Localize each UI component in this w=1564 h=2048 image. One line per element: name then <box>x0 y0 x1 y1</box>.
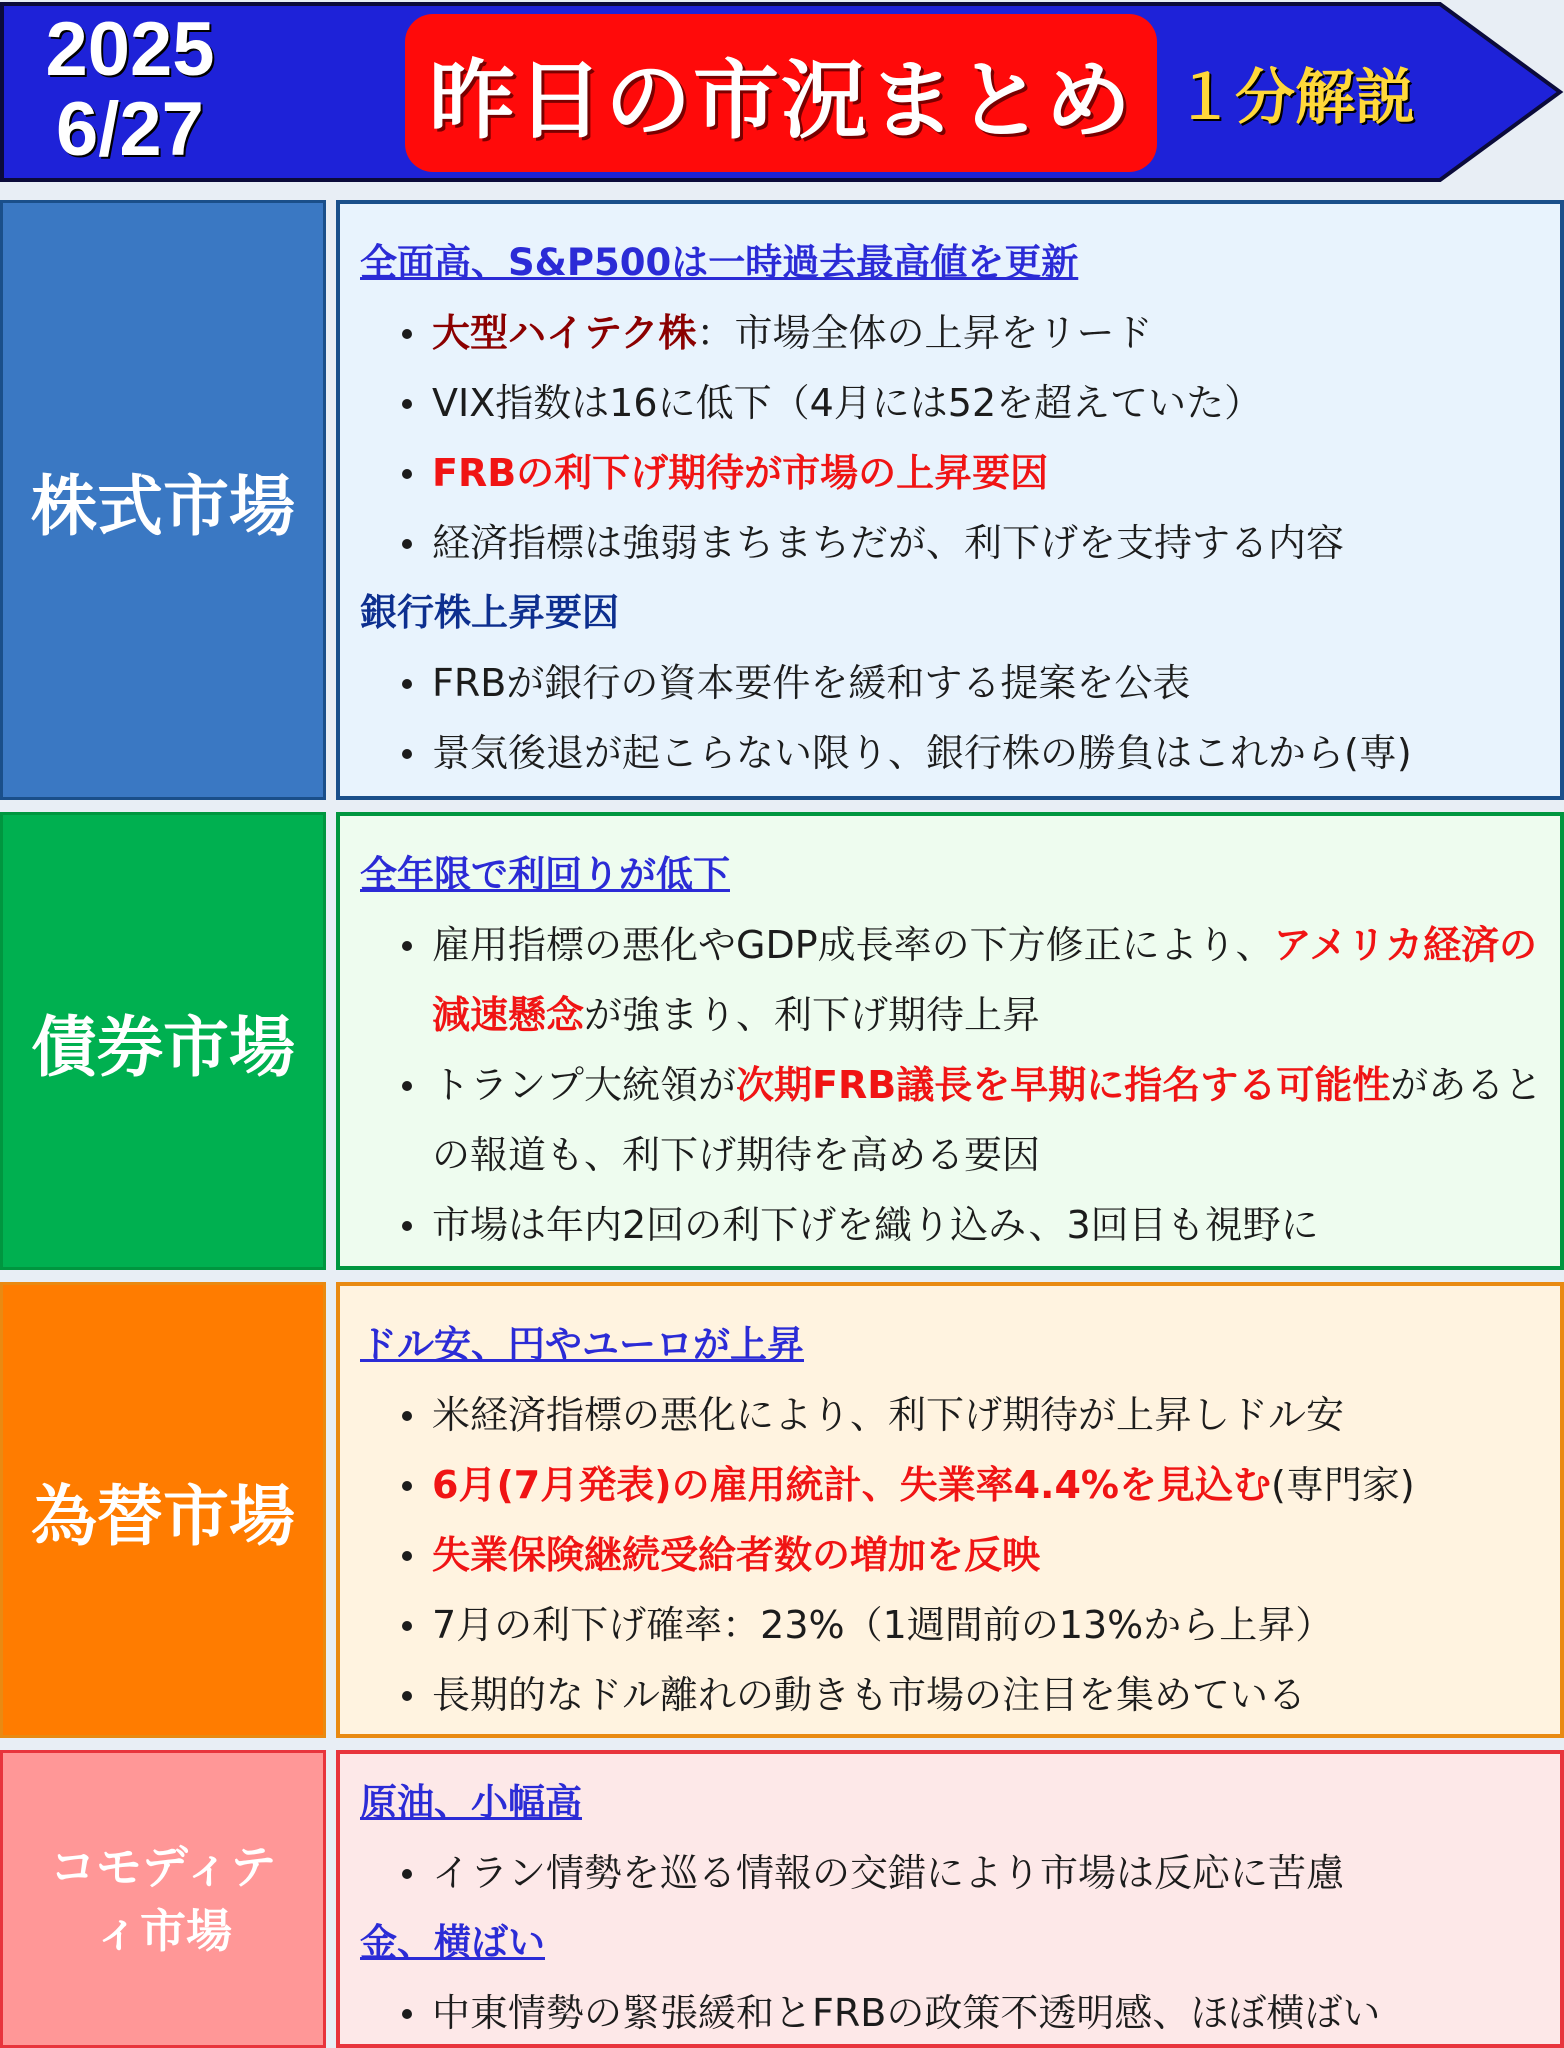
heading-crude-oil[interactable]: 原油、小幅高 <box>360 1781 582 1824</box>
list-item: 経済指標は強弱まちまちだが、利下げを支持する内容 <box>360 508 1560 578</box>
section-bond-market <box>0 812 1564 1270</box>
list-item: 6月(7月発表)の雇用統計、失業率4.4%を見込む(専門家) <box>360 1450 1560 1520</box>
date-day: 6/27 <box>56 87 204 172</box>
section-label-commodity: コモディティ市場 <box>0 1750 326 2048</box>
list-item: 大型ハイテク株：市場全体の上昇をリード <box>360 298 1560 368</box>
bullet-list-fx <box>360 1380 1560 1730</box>
list-item: 中東情勢の緊張緩和とFRBの政策不透明感、ほぼ横ばい <box>360 1978 1560 2048</box>
date-year: 2025 <box>45 7 215 92</box>
section-label-stock: 株式市場 <box>0 200 326 800</box>
bullet-list-oil <box>360 1838 1560 1908</box>
bullet-list-stock <box>360 298 1560 578</box>
section-content-fx <box>336 1282 1564 1738</box>
section-commodity-market <box>0 1750 1564 2048</box>
list-item: 失業保険継続受給者数の増加を反映 <box>360 1520 1560 1590</box>
bullet-list-bond <box>360 910 1560 1260</box>
list-item: トランプ大統領が次期FRB議長を早期に指名する可能性があるとの報道も、利下げ期待を高める要因 <box>360 1050 1560 1190</box>
list-item: VIX指数は16に低下（4月には52を超えていた） <box>360 368 1560 438</box>
section-stock-market <box>0 200 1564 800</box>
page-title: 昨日の市況まとめ <box>429 51 1133 151</box>
heading-yields-fall[interactable]: 全年限で利回りが低下 <box>360 853 730 896</box>
bullet-list-bank <box>360 648 1560 788</box>
list-item: FRBが銀行の資本要件を緩和する提案を公表 <box>360 648 1560 718</box>
heading-dollar-weak[interactable]: ドル安、円やユーロが上昇 <box>360 1323 804 1366</box>
date-label <box>30 7 230 172</box>
list-item: 雇用指標の悪化やGDP成長率の下方修正により、アメリカ経済の減速懸念が強まり、利下げ期待上昇 <box>360 910 1560 1050</box>
list-item: 米経済指標の悪化により、利下げ期待が上昇しドル安 <box>360 1380 1560 1450</box>
list-item: FRBの利下げ期待が市場の上昇要因 <box>360 438 1560 508</box>
list-item: 市場は年内2回の利下げを織り込み、3回目も視野に <box>360 1190 1560 1260</box>
section-content-commodity <box>336 1750 1564 2048</box>
bullet-list-gold <box>360 1978 1560 2048</box>
section-content-bond <box>336 812 1564 1270</box>
list-item: 景気後退が起こらない限り、銀行株の勝負はこれから(専) <box>360 718 1560 788</box>
page-title-box <box>405 14 1157 172</box>
section-content-stock <box>336 200 1564 800</box>
heading-bank-stocks: 銀行株上昇要因 <box>360 591 619 634</box>
heading-stock-rally[interactable]: 全面高、S&P500は一時過去最高値を更新 <box>360 241 1079 284</box>
heading-gold[interactable]: 金、横ばい <box>360 1921 545 1964</box>
section-label-bond: 債券市場 <box>0 812 326 1270</box>
list-item: 長期的なドル離れの動きも市場の注目を集めている <box>360 1660 1560 1730</box>
section-label-fx: 為替市場 <box>0 1282 326 1738</box>
header-banner <box>0 0 1564 184</box>
list-item: 7月の利下げ確率：23%（1週間前の13%から上昇） <box>360 1590 1560 1660</box>
list-item: イラン情勢を巡る情報の交錯により市場は反応に苦慮 <box>360 1838 1560 1908</box>
page-subtitle: １分解説 <box>1175 63 1415 133</box>
section-fx-market <box>0 1282 1564 1738</box>
